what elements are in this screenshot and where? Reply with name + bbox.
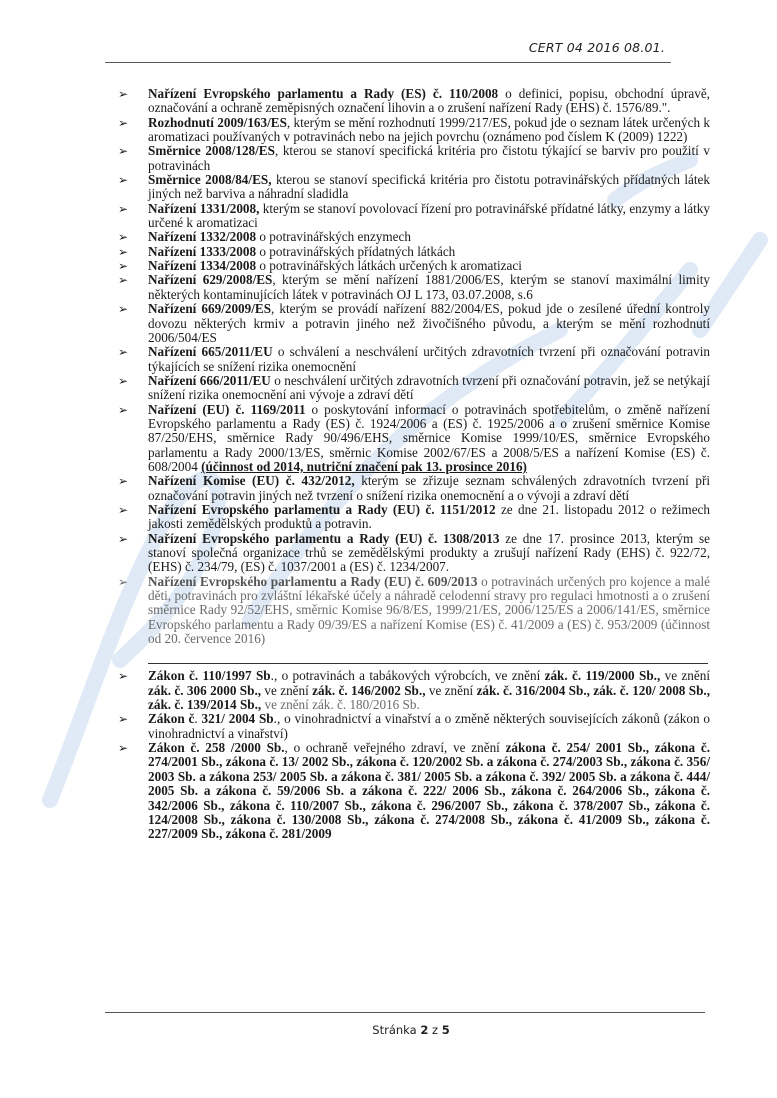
regulation-item: [118, 87, 710, 116]
regulation-item: [118, 403, 710, 475]
page-of: z: [432, 1023, 439, 1037]
regulation-description: o potravinářských přídatných látkách: [256, 243, 456, 259]
bullet-arrow-icon: ➢: [118, 373, 129, 388]
bullet-arrow-icon: ➢: [118, 712, 129, 727]
regulation-item: [118, 273, 710, 302]
regulation-title: Nařízení Evropského parlamentu a Rady (EU) č. 1151/2012: [148, 501, 496, 517]
bullet-arrow-icon: ➢: [118, 741, 129, 756]
bullet-arrow-icon: ➢: [118, 345, 129, 360]
regulation-description: o neschválení určitých zdravotních tvrzení při označování potravin, jež se netýkají snížení rizika onemocnění ani vývoje a zdraví dětí: [148, 372, 710, 403]
law-text: ., o potravinách a tabákových výrobcích, ve znění: [270, 668, 545, 684]
regulation-item: [118, 259, 710, 273]
law-text: ve znění: [660, 668, 710, 684]
law-reference: zák. č. 316/2004 Sb., zák. č. 120/ 2008 Sb., zák. č. 139/2014 Sb.,: [148, 682, 710, 713]
regulation-description: kterou se stanoví specifická kritéria pro čistotu potravinářských přídatných látek jiných než barviva a náhradní sladidla: [148, 172, 710, 202]
page-number: [0, 1023, 777, 1037]
law-reference: Zákon č. 110/1997 Sb: [148, 668, 271, 684]
law-text: .: [194, 711, 202, 727]
regulation-item: [118, 302, 710, 345]
regulation-title: Směrnice 2008/84/ES,: [148, 172, 272, 188]
page-current: 2: [420, 1023, 429, 1037]
bullet-arrow-icon: ➢: [118, 669, 129, 684]
bullet-arrow-icon: ➢: [118, 87, 129, 101]
law-text: , o ochraně veřejného zdraví, ve znění: [284, 740, 506, 756]
bullet-arrow-icon: ➢: [118, 474, 129, 489]
law-reference: Zákon č. 258 /2000 Sb.: [148, 740, 285, 756]
law-reference: 321/ 2004 Sb: [201, 711, 274, 727]
regulation-title: Nařízení Evropského parlamentu a Rady (EU) č. 1308/2013: [148, 530, 500, 546]
regulation-title: Nařízení 1334/2008: [148, 258, 257, 274]
bullet-arrow-icon: ➢: [118, 259, 129, 274]
regulation-description: kterým se stanoví povolovací řízení pro potravinářské přídatné látky, enzymy a látky určené k aromatizaci: [148, 200, 710, 231]
header-divider: [105, 62, 671, 63]
regulation-description: , kterým se mění nařízení 1881/2006/ES, kterým se stanoví maximální limity některých kontaminujících látek v potravinách OJ L 173, 03.07.2008, s.6: [148, 272, 710, 302]
regulation-item: [118, 202, 710, 231]
regulation-title: Nařízení (EU) č. 1169/2011: [148, 401, 306, 417]
regulation-item: [118, 532, 710, 575]
regulation-title: Rozhodnutí 2009/163/ES: [148, 114, 287, 130]
regulation-item: [118, 575, 710, 647]
bullet-arrow-icon: ➢: [118, 244, 129, 259]
law-reference: zák. č. 119/2000 Sb.,: [544, 668, 661, 684]
regulation-description: , kterým se provádí nařízení 882/2004/ES, pokud jde o zesílené úřední kontroly dovozu některých krmiv a potravin jiného než živočišného původu, a kterým se mění rozhodnutí 2006/504/ES: [148, 301, 710, 345]
regulation-item: [118, 116, 710, 145]
footer-divider: [105, 1012, 705, 1013]
regulation-item: [118, 173, 710, 202]
regulation-description: ze dne 17. prosince 2013, kterým se stanoví společná organizace trhů se zemědělskými produkty a zrušují nařízení Rady (EHS) č. 922/72, (EHS) č. 234/79, (ES) č. 1037/2001 a (ES) č. 1234/2007.: [148, 530, 710, 575]
regulation-description: ze dne 21. listopadu 2012 o režimech jakosti zemědělských produktů a potravin.: [148, 501, 710, 532]
page-label: Stránka: [372, 1023, 417, 1037]
regulation-description: , kterou se stanoví specifická kritéria pro čistotu týkající se barviv pro použití v potravinách: [148, 143, 710, 173]
regulation-title: Nařízení 629/2008/ES: [148, 272, 273, 288]
regulation-title: Nařízení 1333/2008: [148, 243, 257, 259]
bullet-arrow-icon: ➢: [118, 230, 129, 245]
law-text: ve znění zák. č. 180/2016 Sb.: [261, 697, 420, 713]
regulation-title: Nařízení Evropského parlamentu a Rady (ES) č. 110/2008: [148, 86, 499, 101]
regulation-item: [118, 245, 710, 259]
regulation-title: Nařízení Evropského parlamentu a Rady (EU) č. 609/2013: [148, 573, 478, 589]
regulation-description: o poskytování informací o potravinách spotřebitelům, o změně nařízení Evropského parlamentu a Rady (ES) č. 1924/2006 a (ES) č. 1925/2006 a o zrušení směrnice Komise 87/250/EHS, směrnice Rady 90/496/EHS, směrnice Komise 1999/10/ES, směrnice Evropského parlamentu a Rady 2000/13/ES, směrnic Komise 2002/67/ES a 2008/5/ES a nařízení Komise (ES) č. 608/2004: [148, 401, 710, 474]
law-item: [118, 741, 710, 841]
law-item: [118, 669, 710, 712]
page-total: 5: [441, 1023, 450, 1037]
bullet-arrow-icon: ➢: [118, 273, 129, 288]
effective-date-note: (účinnost od 2014, nutriční značení pak 13. prosince 2016): [201, 458, 527, 474]
regulation-item: [118, 345, 710, 374]
law-reference: zákona č. 254/ 2001 Sb., zákona č. 274/2001 Sb., zákona č. 13/ 2002 Sb., zákona č. 120/2002 Sb. a zákona č. 274/2003 Sb., zákona č. 356/ 2003 Sb. a zákona 253/ 2005 Sb. a zákona č. 381/ 2005 Sb. a zákona č. 392/ 2005 Sb. a zákona č. 444/ 2005 Sb. a zákona č. 59/2006 Sb. a zákona č. 222/ 2006 Sb., zákona č. 264/2006 Sb., zákona č. 342/2006 Sb., zákona č. 110/2007 Sb., zákona č. 296/2007 Sb., zákona č. 378/2007 Sb., zákona č. 124/2008 Sb., zákona č. 130/2008 Sb., zákona č. 274/2008 Sb., zákona č. 41/2009 Sb., zákona č. 227/2009 Sb., zákona č. 281/2009: [148, 740, 710, 842]
regulation-item: [118, 144, 710, 173]
bullet-arrow-icon: ➢: [118, 115, 129, 130]
regulation-title: Nařízení 1331/2008,: [148, 200, 260, 216]
bullet-arrow-icon: ➢: [118, 402, 129, 417]
law-text: ve znění: [261, 682, 313, 698]
law-reference: zák. č. 306 2000 Sb.,: [148, 682, 262, 698]
regulation-title: Nařízení 669/2009/ES: [148, 301, 272, 317]
section-divider: [148, 663, 708, 664]
document-code: CERT 04 2016 08.01.: [528, 40, 665, 55]
regulations-list: [118, 87, 710, 842]
regulation-description: o potravinách určených pro kojence a malé děti, potravinách pro zvláštní lékařské účely a náhradě celodenní stravy pro regulaci hmotnosti a o zrušení směrnice Rady 92/52/EHS, směrnic Komise 96/8/ES, 1999/21/ES, 2006/125/ES a 2006/141/ES, směrnice Evropského parlamentu a Rady 09/39/ES a nařízení Komise (ES) č. 41/2009 a (ES) č. 953/2009 (účinnost od 20. července 2016): [148, 573, 710, 647]
bullet-arrow-icon: ➢: [118, 302, 129, 317]
regulation-description: o potravinářských látkách určených k aromatizaci: [256, 258, 522, 274]
bullet-arrow-icon: ➢: [118, 574, 129, 589]
law-text: ve znění: [425, 682, 477, 698]
law-reference: Zákon č: [148, 711, 195, 727]
regulation-description: o definici, popisu, obchodní úpravě, označování a ochraně zeměpisných označení lihovin a o zrušení nařízení Rady (EHS) č. 1576/89.".: [148, 86, 710, 116]
regulation-item: [118, 374, 710, 403]
bullet-arrow-icon: ➢: [118, 201, 129, 216]
law-item: [118, 712, 710, 741]
regulation-item: [118, 503, 710, 532]
regulation-description: o potravinářských enzymech: [256, 229, 411, 245]
law-reference: zák. č. 146/2002 Sb.,: [312, 682, 426, 698]
regulation-title: Nařízení 665/2011/EU: [148, 344, 273, 360]
regulation-description: o schválení a neschválení určitých zdravotních tvrzení při označování potravin týkajících se snížení rizika onemocnění: [148, 344, 710, 374]
regulation-item: [118, 230, 710, 244]
regulation-title: Směrnice 2008/128/ES: [148, 143, 275, 159]
law-text: ., o vinohradnictví a vinařství a o změně některých souvisejících zákonů (zákon o vinohradnictví a vinařství): [148, 711, 710, 741]
bullet-arrow-icon: ➢: [118, 173, 129, 188]
regulation-description: , kterým se mění rozhodnutí 1999/217/ES, pokud jde o seznam látek určených k aromatizaci používaných v potravinách nebo na jejich povrchu (oznámeno pod číslem K (2009) 1222): [148, 114, 710, 145]
regulation-description: kterým se zřizuje seznam schválených zdravotních tvrzení při označování potravin jiných než tvrzení o snížení rizika onemocnění a o vývoji a zdraví dětí: [148, 473, 710, 503]
regulation-title: Nařízení 1332/2008: [148, 229, 257, 245]
bullet-arrow-icon: ➢: [118, 502, 129, 517]
regulation-title: Nařízení Komise (EU) č. 432/2012,: [148, 473, 355, 489]
bullet-arrow-icon: ➢: [118, 144, 129, 159]
regulation-title: Nařízení 666/2011/EU: [148, 372, 271, 388]
regulation-item: [118, 474, 710, 503]
bullet-arrow-icon: ➢: [118, 531, 129, 546]
